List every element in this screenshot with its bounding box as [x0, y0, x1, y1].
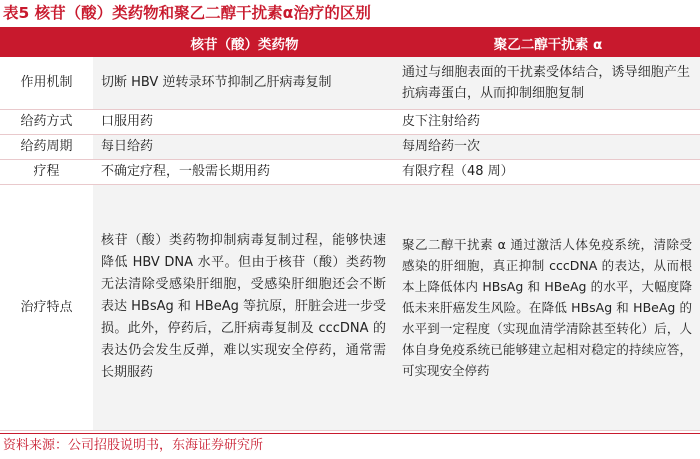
- cell-peg-interferon: 皮下注射给药: [396, 109, 700, 134]
- table-row: [0, 134, 700, 159]
- cell-nucleoside: 每日给药: [93, 134, 396, 159]
- table-row: [0, 159, 700, 184]
- cell-peg-interferon: 通过与细胞表面的干扰素受体结合，诱导细胞产生抗病毒蛋白，从而抑制细胞复制: [396, 57, 700, 109]
- source-divider: [0, 433, 700, 434]
- table-row: [0, 109, 700, 134]
- table-title: 表5 核苷（酸）类药物和聚乙二醇干扰素α治疗的区别: [3, 4, 371, 22]
- table-row: [0, 57, 700, 109]
- cell-nucleoside: 核苷（酸）类药物抑制病毒复制过程，能够快速降低 HBV DNA 水平。但由于核苷（酸）类药物无法清除受感染肝细胞，受感染肝细胞还会不断表达 HBsAg 和 HBeAg 等抗原，肝脏会进一步受损。此外，停药后，乙肝病毒复制及 cccDNA 的表达仍会发生反弹，难以实现安全停药，通常需长期服药: [93, 184, 396, 430]
- cell-nucleoside: 切断 HBV 逆转录环节抑制乙肝病毒复制: [93, 57, 396, 109]
- table-row: [0, 184, 700, 430]
- row-label: 治疗特点: [0, 184, 93, 430]
- header-empty: [0, 29, 93, 57]
- cell-peg-interferon: 有限疗程（48 周）: [396, 159, 700, 184]
- row-label: 作用机制: [0, 57, 93, 109]
- cell-peg-interferon: 每周给药一次: [396, 134, 700, 159]
- cell-peg-interferon: 聚乙二醇干扰素 α 通过激活人体免疫系统，清除受感染的肝细胞，真正抑制 cccDNA 的表达，从而根本上降低体内 HBsAg 和 HBeAg 的水平，大幅度降低未来肝癌发生风险。在降低 HBsAg 和 HBeAg 的水平到一定程度（实现血清学清除甚至转化）后，人体自身免疫系统已能够建立起相对稳定的持续应答，可实现安全停药: [396, 184, 700, 430]
- row-label: 疗程: [0, 159, 93, 184]
- header-row: [0, 29, 700, 57]
- comparison-table: [0, 29, 700, 431]
- row-label: 给药周期: [0, 134, 93, 159]
- header-nucleoside: 核苷（酸）类药物: [93, 29, 396, 57]
- cell-nucleoside: 不确定疗程，一般需长期用药: [93, 159, 396, 184]
- row-label: 给药方式: [0, 109, 93, 134]
- cell-nucleoside: 口服用药: [93, 109, 396, 134]
- header-peg-interferon: 聚乙二醇干扰素 α: [396, 29, 700, 57]
- source-note: 资料来源：公司招股说明书，东海证券研究所: [3, 438, 264, 453]
